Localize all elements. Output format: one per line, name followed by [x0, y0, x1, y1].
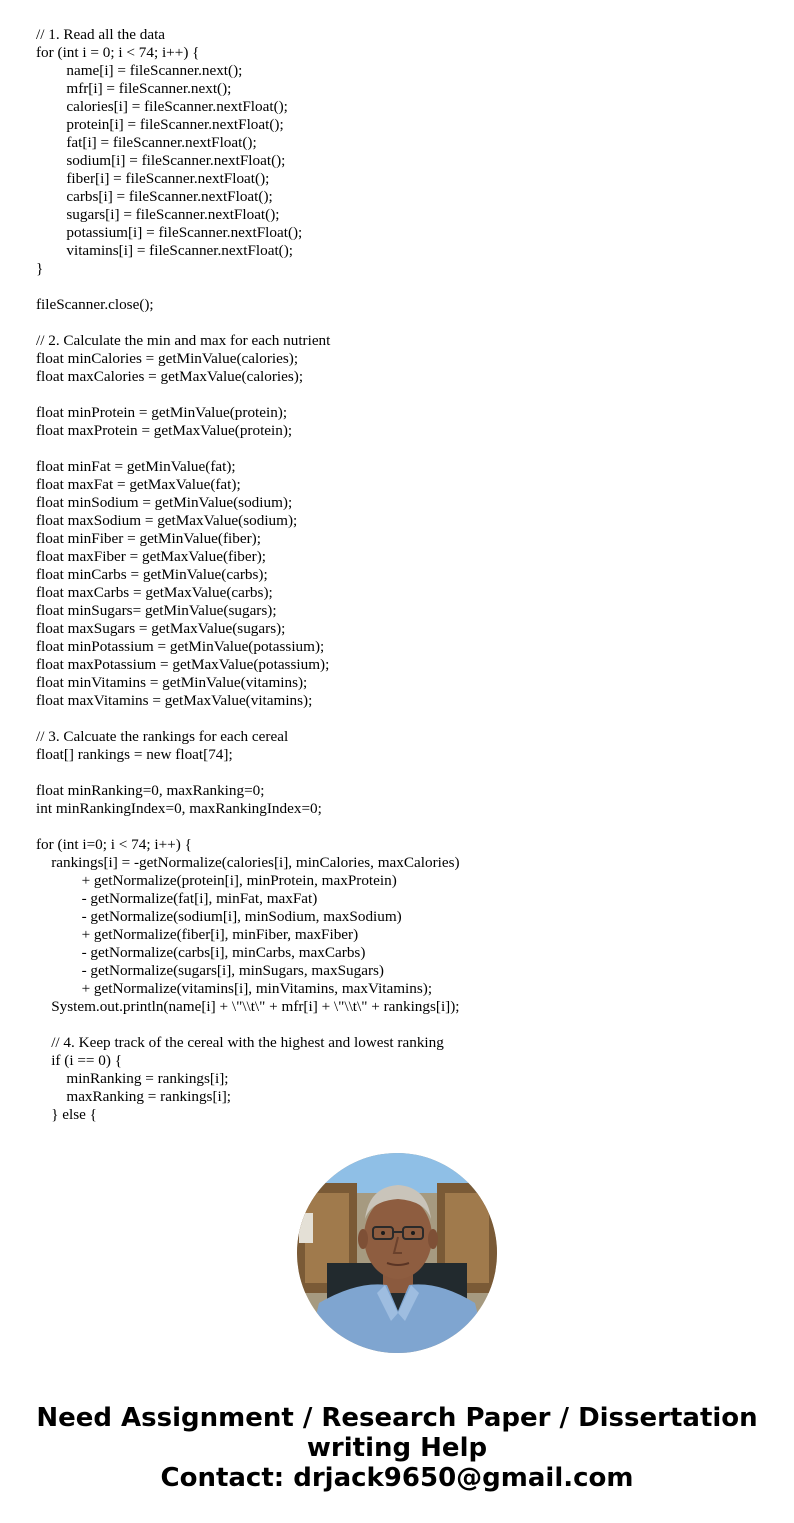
- code-line: for (int i=0; i < 74; i++) {: [36, 836, 192, 853]
- code-line: // 3. Calcuate the rankings for each cereal: [36, 728, 289, 745]
- code-line: maxRanking = rankings[i];: [36, 1088, 232, 1105]
- code-line: minRanking = rankings[i];: [36, 1070, 229, 1087]
- footer-contact-line: Contact: drjack9650@gmail.com: [160, 1463, 634, 1493]
- code-line: fileScanner.close();: [36, 296, 154, 313]
- code-line: - getNormalize(fat[i], minFat, maxFat): [36, 890, 318, 907]
- code-line: float minSugars= getMinValue(sugars);: [36, 602, 277, 619]
- code-line: if (i == 0) {: [36, 1052, 123, 1069]
- code-line: carbs[i] = fileScanner.nextFloat();: [36, 188, 273, 205]
- code-line: System.out.println(name[i] + \"\\t\" + mfr[i] + \"\\t\" + rankings[i]);: [36, 998, 460, 1015]
- code-line: float maxFat = getMaxValue(fat);: [36, 476, 241, 493]
- code-line: float minProtein = getMinValue(protein);: [36, 404, 288, 421]
- footer-contact-banner: [0, 1403, 794, 1493]
- code-line: float minFiber = getMinValue(fiber);: [36, 530, 261, 547]
- code-line: // 4. Keep track of the cereal with the highest and lowest ranking: [36, 1034, 444, 1051]
- code-line: // 2. Calculate the min and max for each nutrient: [36, 332, 331, 349]
- code-line: [36, 818, 776, 836]
- code-line: fat[i] = fileScanner.nextFloat();: [36, 134, 257, 151]
- code-line: float minFat = getMinValue(fat);: [36, 458, 236, 475]
- code-line: // 1. Read all the data: [36, 26, 166, 43]
- code-line: float maxFiber = getMaxValue(fiber);: [36, 548, 266, 565]
- code-line: [36, 764, 776, 782]
- code-line: [36, 386, 776, 404]
- code-line: name[i] = fileScanner.next();: [36, 62, 243, 79]
- code-line: sodium[i] = fileScanner.nextFloat();: [36, 152, 286, 169]
- code-line: float minPotassium = getMinValue(potassium);: [36, 638, 325, 655]
- code-block: [36, 26, 776, 1124]
- code-line: float maxSodium = getMaxValue(sodium);: [36, 512, 298, 529]
- code-line: float minCarbs = getMinValue(carbs);: [36, 566, 268, 583]
- footer-line-1: Need Assignment / Research Paper / Dissertation: [36, 1403, 758, 1433]
- code-line: mfr[i] = fileScanner.next();: [36, 80, 232, 97]
- code-line: for (int i = 0; i < 74; i++) {: [36, 44, 200, 61]
- code-line: vitamins[i] = fileScanner.nextFloat();: [36, 242, 293, 259]
- code-line: - getNormalize(sugars[i], minSugars, maxSugars): [36, 962, 384, 979]
- code-line: [36, 1016, 776, 1034]
- code-line: } else {: [36, 1106, 97, 1123]
- code-line: sugars[i] = fileScanner.nextFloat();: [36, 206, 280, 223]
- code-line: float minRanking=0, maxRanking=0;: [36, 782, 265, 799]
- code-line: float maxVitamins = getMaxValue(vitamins);: [36, 692, 313, 709]
- author-avatar: [297, 1153, 497, 1353]
- code-line: [36, 314, 776, 332]
- code-line: calories[i] = fileScanner.nextFloat();: [36, 98, 288, 115]
- code-line: rankings[i] = -getNormalize(calories[i], minCalories, maxCalories): [36, 854, 460, 871]
- code-line: [36, 710, 776, 728]
- code-line: float maxPotassium = getMaxValue(potassium);: [36, 656, 330, 673]
- code-line: [36, 278, 776, 296]
- code-line: fiber[i] = fileScanner.nextFloat();: [36, 170, 270, 187]
- code-line: float[] rankings = new float[74];: [36, 746, 233, 763]
- code-line: float minVitamins = getMinValue(vitamins);: [36, 674, 308, 691]
- code-line: + getNormalize(protein[i], minProtein, maxProtein): [36, 872, 397, 889]
- code-line: float minCalories = getMinValue(calories);: [36, 350, 299, 367]
- code-line: potassium[i] = fileScanner.nextFloat();: [36, 224, 303, 241]
- code-line: protein[i] = fileScanner.nextFloat();: [36, 116, 284, 133]
- footer-line-2: writing Help: [306, 1433, 488, 1463]
- code-line: float maxProtein = getMaxValue(protein);: [36, 422, 293, 439]
- code-line: - getNormalize(carbs[i], minCarbs, maxCarbs): [36, 944, 366, 961]
- code-line: int minRankingIndex=0, maxRankingIndex=0;: [36, 800, 322, 817]
- code-line: + getNormalize(fiber[i], minFiber, maxFiber): [36, 926, 359, 943]
- code-line: }: [36, 260, 44, 277]
- code-line: float maxCalories = getMaxValue(calories);: [36, 368, 304, 385]
- code-line: float maxCarbs = getMaxValue(carbs);: [36, 584, 273, 601]
- code-line: [36, 440, 776, 458]
- code-line: + getNormalize(vitamins[i], minVitamins, maxVitamins);: [36, 980, 433, 997]
- code-line: float maxSugars = getMaxValue(sugars);: [36, 620, 286, 637]
- code-line: float minSodium = getMinValue(sodium);: [36, 494, 293, 511]
- code-line: - getNormalize(sodium[i], minSodium, maxSodium): [36, 908, 402, 925]
